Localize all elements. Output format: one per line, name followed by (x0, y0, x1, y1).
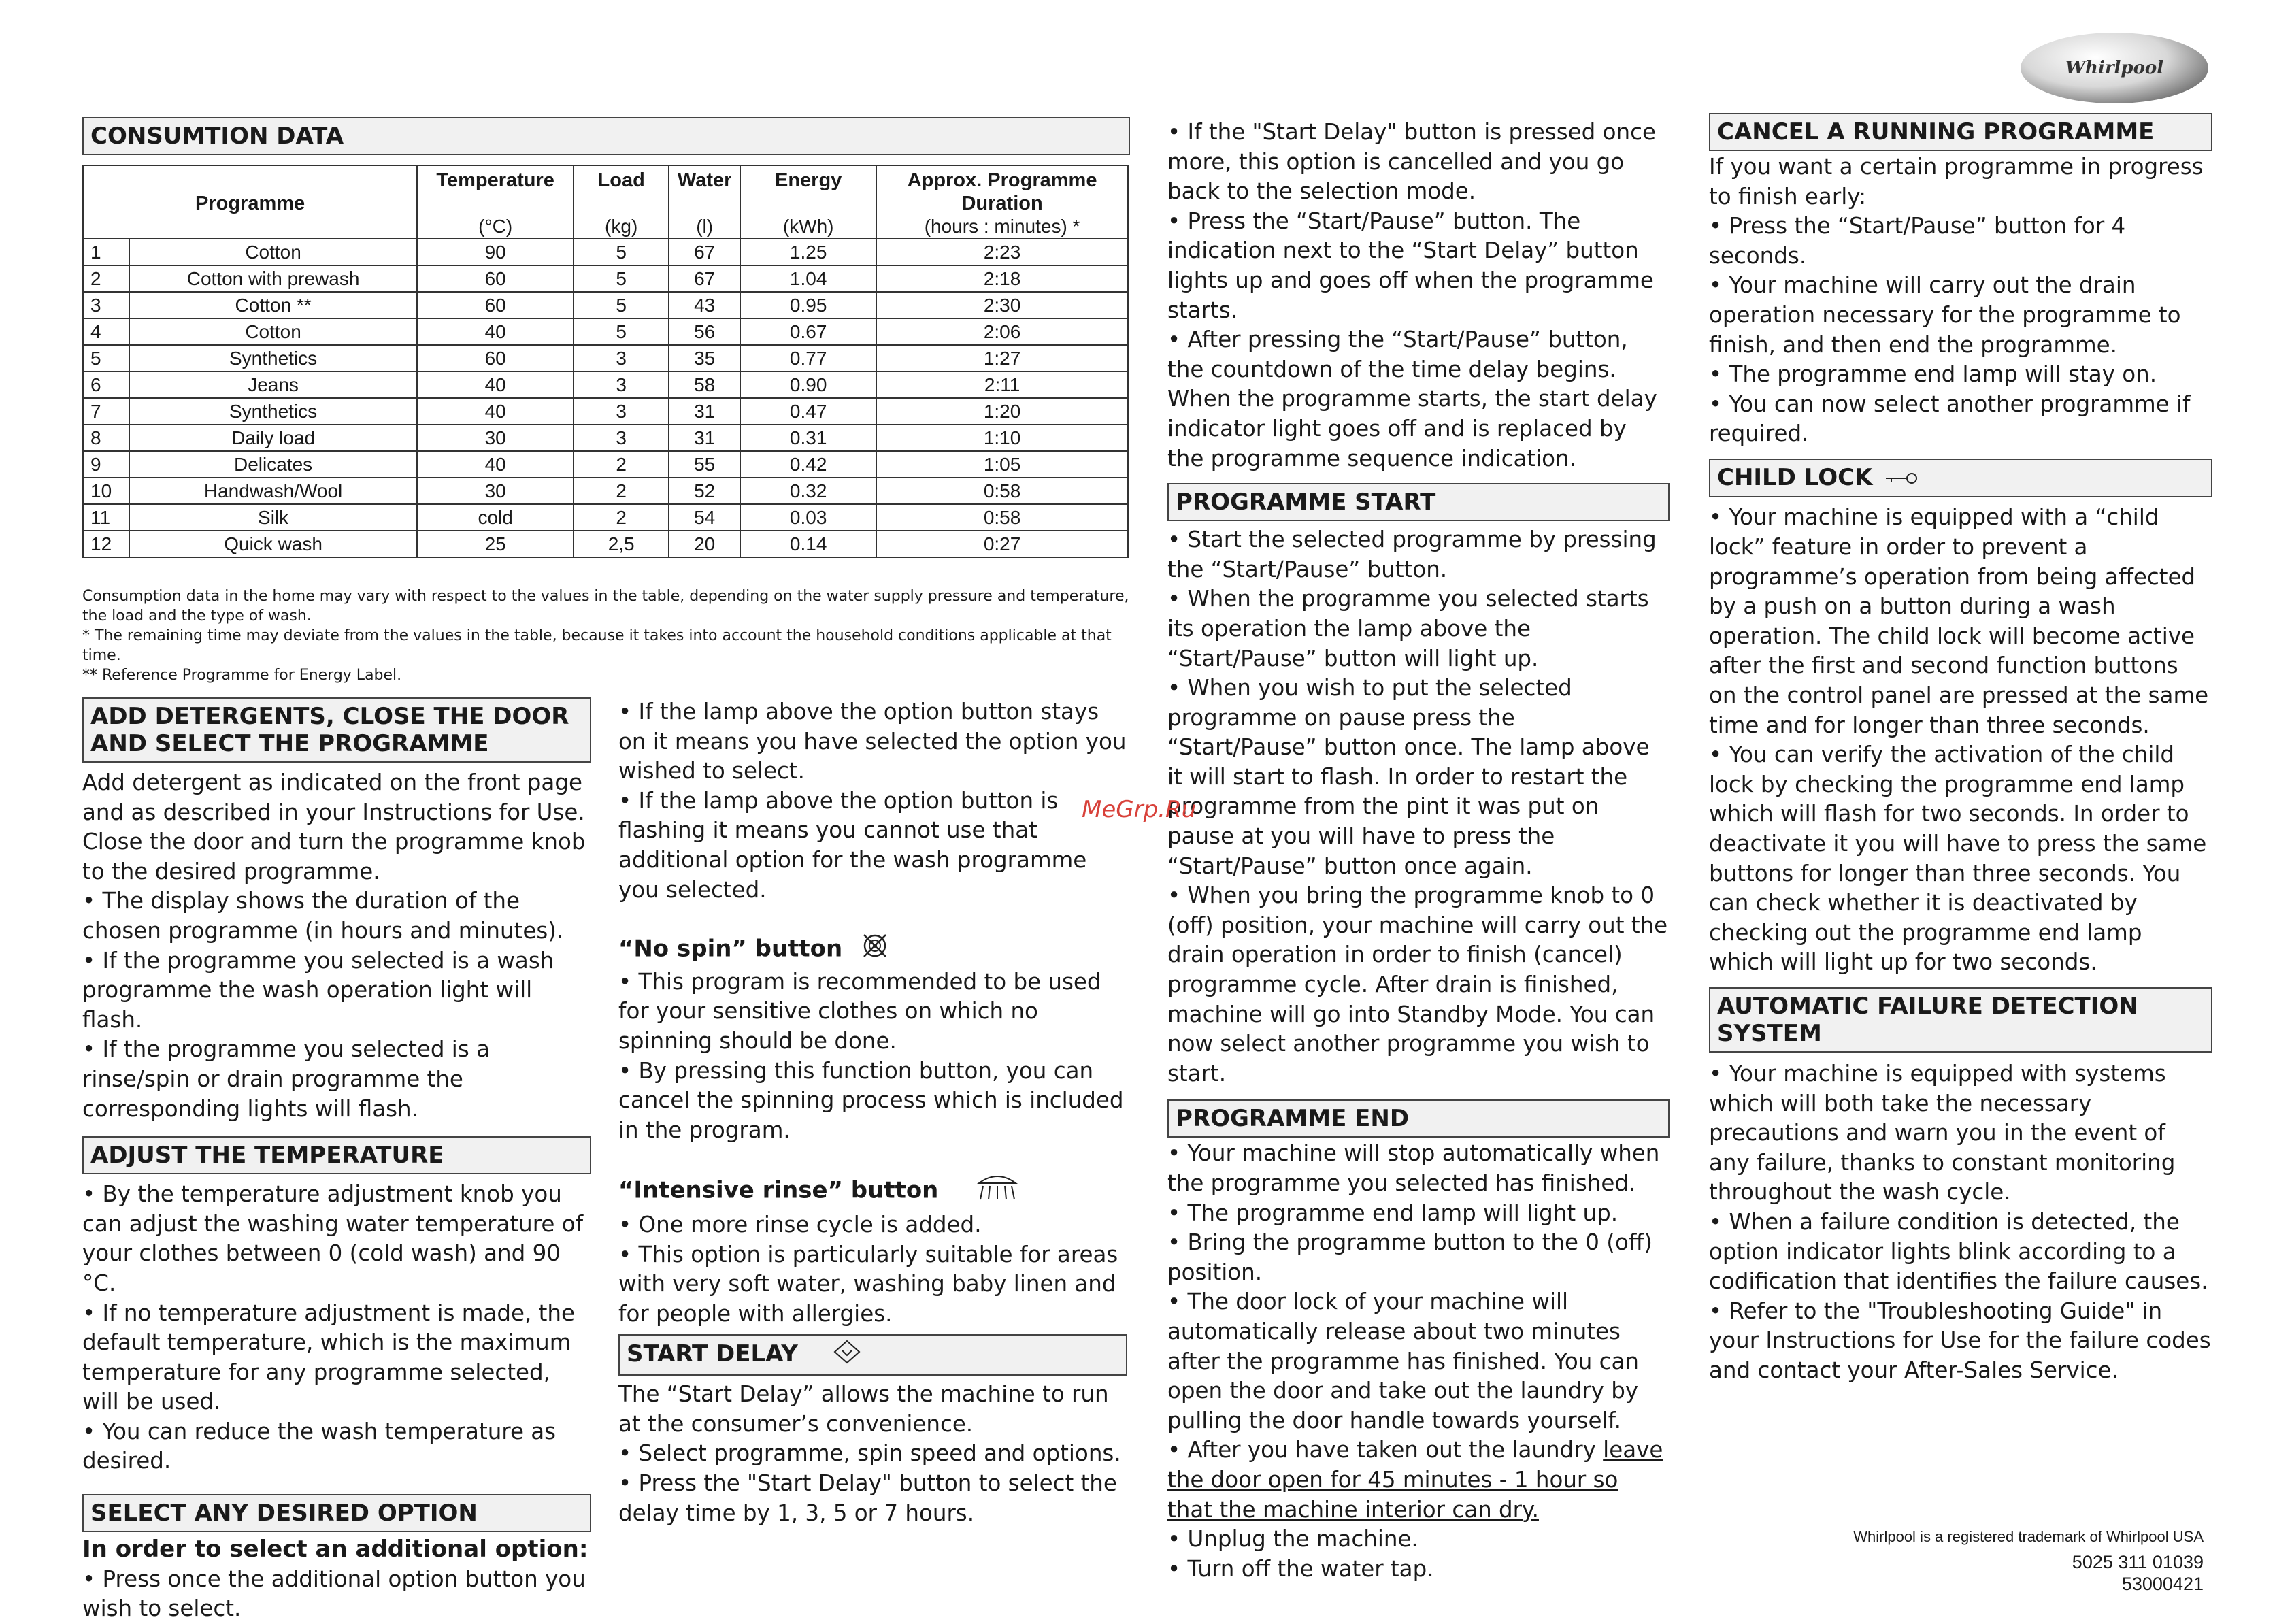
add-detergents-header: ADD DETERGENTS, CLOSE THE DOOR AND SELECT THE PROGRAMME (82, 697, 591, 763)
load-header: Load (kg) (574, 165, 669, 239)
programme-number: 9 (83, 451, 129, 478)
duration-cell: 0:58 (876, 478, 1128, 504)
start-delay-header: START DELAY (618, 1334, 1127, 1376)
programme-start-header: PROGRAMME START (1167, 483, 1670, 521)
programme-end-header: PROGRAMME END (1167, 1099, 1670, 1138)
end-bullet-6: • Unplug the machine. (1167, 1526, 1418, 1553)
child-lock-header: CHILD LOCK (1709, 459, 2212, 498)
programme-number: 12 (83, 531, 129, 557)
key-icon (1884, 465, 1919, 492)
column-4 (1709, 113, 2212, 1385)
no-spin-icon (860, 932, 890, 967)
no-spin-bullet-1: • This program is recommended to be used for your sensitive clothes on which no spinning should be done. (618, 968, 1101, 1054)
column-2 (618, 697, 1127, 1528)
water-header: Water (l) (669, 165, 740, 239)
load-cell: 5 (574, 292, 669, 318)
duration-cell: 2:06 (876, 318, 1128, 345)
duration-cell: 0:58 (876, 504, 1128, 531)
load-cell: 2,5 (574, 531, 669, 557)
failure-bullet-1: • Your machine is equipped with systems which will both take the necessary precautions and warn you in the event of any failure, thanks to constant monitoring throughout the wash cycle. (1709, 1060, 2176, 1206)
temperature-cell: 30 (417, 425, 574, 451)
start-pause-bullet: • Press the “Start/Pause” button. The indication next to the “Start Delay” button lights up and goes off when the programme starts. (1167, 208, 1654, 323)
duration-cell: 2:11 (876, 371, 1128, 398)
programme-number: 10 (83, 478, 129, 504)
rinse-bullet-1: • One more rinse cycle is added. (618, 1211, 982, 1238)
duration-cell: 0:27 (876, 531, 1128, 557)
duration-header: Approx. Programme Duration (hours : minutes) * (876, 165, 1128, 239)
temperature-cell: 40 (417, 398, 574, 425)
temp-bullet-3: • You can reduce the wash temperature as desired. (82, 1418, 557, 1474)
no-spin-heading: “No spin” button (618, 932, 1127, 967)
water-cell: 56 (669, 318, 740, 345)
programme-name: Cotton (129, 318, 417, 345)
delay-intro: The “Start Delay” allows the machine to run at the consumer’s convenience. (618, 1381, 1109, 1437)
load-cell: 5 (574, 239, 669, 265)
energy-cell: 0.90 (740, 371, 876, 398)
load-cell: 2 (574, 504, 669, 531)
temp-bullet-2: • If no temperature adjustment is made, the default temperature, which is the maximum temperature for any programme selected, will be used. (82, 1299, 575, 1415)
duration-cell: 1:27 (876, 345, 1128, 371)
duration-cell: 1:20 (876, 398, 1128, 425)
delay-cancel-bullet: • If the "Start Delay" button is pressed once more, this option is cancelled and you go back to the selection mode. (1167, 119, 1656, 205)
energy-cell: 0.31 (740, 425, 876, 451)
duration-cell: 1:05 (876, 451, 1128, 478)
table-row (83, 345, 1128, 371)
logo-text: Whirlpool (2065, 58, 2164, 78)
load-cell: 5 (574, 265, 669, 292)
note-reference: ** Reference Programme for Energy Label. (82, 667, 402, 684)
energy-cell: 1.25 (740, 239, 876, 265)
duration-cell: 2:18 (876, 265, 1128, 292)
cancel-bullet-4: • You can now select another programme if required. (1709, 391, 2191, 447)
programme-name: Synthetics (129, 345, 417, 371)
temperature-cell: 40 (417, 451, 574, 478)
energy-cell: 0.32 (740, 478, 876, 504)
add-intro: Add detergent as indicated on the front page and as described in your Instructions for Use. Close the door and turn the programme knob to the desired programme. (82, 769, 586, 884)
duration-cell: 1:10 (876, 425, 1128, 451)
load-cell: 2 (574, 478, 669, 504)
table-header-row (83, 165, 1128, 239)
load-cell: 3 (574, 371, 669, 398)
programme-header: Programme (83, 165, 417, 239)
rinse-bullet-2: • This option is particularly suitable for areas with very soft water, washing baby linen and for people with allergies. (618, 1241, 1118, 1327)
load-cell: 3 (574, 425, 669, 451)
select-option-subheading: In order to select an additional option: (82, 1536, 588, 1563)
end-bullet-5: • After you have taken out the laundry leave the door open for 45 minutes - 1 hour so that the machine interior can dry. (1167, 1437, 1663, 1523)
delay-bullet-2: • Press the "Start Delay" button to select the delay time by 1, 3, 5 or 7 hours. (618, 1470, 1117, 1526)
table-row (83, 425, 1128, 451)
water-cell: 31 (669, 398, 740, 425)
energy-cell: 1.04 (740, 265, 876, 292)
temperature-cell: 25 (417, 531, 574, 557)
table-row (83, 398, 1128, 425)
countdown-bullet: • After pressing the “Start/Pause” button, the countdown of the time delay begins. When the programme starts, the start delay indicator light goes off and is replaced by the programme sequence indication. (1167, 327, 1657, 471)
add-bullet-2: • If the programme you selected is a wash programme the wash operation light will flash. (82, 947, 554, 1033)
water-cell: 67 (669, 239, 740, 265)
add-bullet-1: • The display shows the duration of the chosen programme (in hours and minutes). (82, 888, 564, 944)
table-row (83, 265, 1128, 292)
water-cell: 55 (669, 451, 740, 478)
duration-cell: 2:30 (876, 292, 1128, 318)
start-bullet-2: • When the programme you selected starts its operation the lamp above the “Start/Pause” button will light up. (1167, 586, 1649, 672)
cancel-programme-header: CANCEL A RUNNING PROGRAMME (1709, 113, 2212, 151)
programme-number: 8 (83, 425, 129, 451)
failure-bullet-2: • When a failure condition is detected, the option indicator lights blink according to a codification that identifies the failure causes. (1709, 1208, 2208, 1295)
energy-cell: 0.42 (740, 451, 876, 478)
table-row (83, 451, 1128, 478)
failure-bullet-3: • Refer to the "Troubleshooting Guide" in your Instructions for Use for the failure codes and contact your After-Sales Service. (1709, 1297, 2211, 1383)
programme-name: Synthetics (129, 398, 417, 425)
column-3 (1167, 118, 1670, 1584)
temperature-cell: 60 (417, 345, 574, 371)
table-row (83, 531, 1128, 557)
lamp-bullet-1: • If the lamp above the option button stays on it means you have selected the option you wished to select. (618, 699, 1127, 784)
failure-detection-header: AUTOMATIC FAILURE DETECTION SYSTEM (1709, 987, 2212, 1053)
adjust-temperature-header: ADJUST THE TEMPERATURE (82, 1136, 591, 1174)
end-bullet-1: • Your machine will stop automatically when the programme you selected has finished. (1167, 1140, 1660, 1196)
programme-number: 5 (83, 345, 129, 371)
intensive-rinse-heading: “Intensive rinse” button (618, 1172, 1127, 1210)
delay-bullet-1: • Select programme, spin speed and options. (618, 1440, 1121, 1467)
water-cell: 67 (669, 265, 740, 292)
energy-cell: 0.03 (740, 504, 876, 531)
table-row (83, 239, 1128, 265)
child-lock-bullet-1: • Your machine is equipped with a “child lock” feature in order to prevent a programme’s operation from being affected by a push on a button during a wash operation. The child lock will become active after the first and second function buttons on the control panel are pressed at the same time and for longer than three seconds. (1709, 504, 2209, 738)
consumption-header: CONSUMTION DATA (82, 117, 1130, 155)
product-code: 5025 311 01039 (2072, 1552, 2204, 1572)
end-bullet-4: • The door lock of your machine will automatically release about two minutes after the programme has finished. You can open the door and take out the laundry by pulling the door handle towards yourself. (1167, 1289, 1640, 1434)
water-cell: 35 (669, 345, 740, 371)
temperature-cell: 60 (417, 292, 574, 318)
temperature-cell: 40 (417, 318, 574, 345)
load-cell: 2 (574, 451, 669, 478)
no-spin-bullet-2: • By pressing this function button, you can cancel the spinning process which is included in the program. (618, 1057, 1124, 1143)
cancel-bullet-2: • Your machine will carry out the drain operation necessary for the programme to finish, and then end the programme. (1709, 272, 2181, 358)
water-cell: 54 (669, 504, 740, 531)
table-row (83, 478, 1128, 504)
energy-header: Energy (kWh) (740, 165, 876, 239)
temperature-header: Temperature (°C) (417, 165, 574, 239)
shower-icon (974, 1172, 1021, 1210)
water-cell: 43 (669, 292, 740, 318)
water-cell: 52 (669, 478, 740, 504)
table-row (83, 318, 1128, 345)
select-option-header: SELECT ANY DESIRED OPTION (82, 1494, 591, 1532)
energy-cell: 0.95 (740, 292, 876, 318)
start-bullet-3: • When you wish to put the selected programme on pause press the “Start/Pause” button once. The lamp above it will start to flash. In order to restart the programme from the pint it was put on pause at you will have to press the “Start/Pause” button once again. (1167, 675, 1650, 879)
load-cell: 3 (574, 398, 669, 425)
column-1 (82, 697, 591, 1624)
whirlpool-logo (2021, 33, 2208, 103)
option-bullet-1: • Press once the additional option button you wish to select. (82, 1565, 586, 1622)
temp-bullet-1: • By the temperature adjustment knob you can adjust the washing water temperature of your clothes between 0 (cold wash) and 90 °C. (82, 1181, 584, 1296)
energy-cell: 0.67 (740, 318, 876, 345)
programme-number: 6 (83, 371, 129, 398)
table-row (83, 504, 1128, 531)
programme-number: 2 (83, 265, 129, 292)
load-cell: 5 (574, 318, 669, 345)
lamp-bullet-2: • If the lamp above the option button is flashing it means you cannot use that additional option for the wash programme you selected. (618, 787, 1087, 903)
cancel-intro: If you want a certain programme in progress to finish early: (1709, 154, 2204, 210)
cancel-bullet-1: • Press the “Start/Pause” button for 4 seconds. (1709, 213, 2126, 269)
cancel-bullet-3: • The programme end lamp will stay on. (1709, 361, 2157, 388)
temperature-cell: cold (417, 504, 574, 531)
duration-cell: 2:23 (876, 239, 1128, 265)
programme-number: 11 (83, 504, 129, 531)
note-general: Consumption data in the home may vary with respect to the values in the table, depending on the water supply pressure and temperature, the load and the type of wash. (82, 588, 1129, 625)
temperature-cell: 90 (417, 239, 574, 265)
energy-cell: 0.77 (740, 345, 876, 371)
end-bullet-7: • Turn off the water tap. (1167, 1555, 1434, 1582)
programme-number: 7 (83, 398, 129, 425)
start-bullet-1: • Start the selected programme by pressing the “Start/Pause” button. (1167, 527, 1657, 582)
temperature-cell: 30 (417, 478, 574, 504)
temperature-cell: 60 (417, 265, 574, 292)
water-cell: 31 (669, 425, 740, 451)
energy-cell: 0.14 (740, 531, 876, 557)
table-row (83, 292, 1128, 318)
door-open-advice: leave the door open for 45 minutes - 1 hour so that the machine interior can dry. (1167, 1437, 1663, 1523)
programme-name: Jeans (129, 371, 417, 398)
temperature-cell: 40 (417, 371, 574, 398)
watermark: MeGrp.Ru (1082, 796, 1197, 823)
programme-number: 4 (83, 318, 129, 345)
child-lock-bullet-2: • You can verify the activation of the child lock by checking the programme end lamp which will flash for two seconds. In order to deactivate it you will have to press the same buttons for longer than three seconds. You can check whether it is deactivated by checking out the programme end lamp which will light up for two seconds. (1709, 742, 2207, 976)
programme-name: Delicates (129, 451, 417, 478)
programme-name: Cotton with prewash (129, 265, 417, 292)
add-bullet-3: • If the programme you selected is a rinse/spin or drain programme the corresponding lights will flash. (82, 1036, 491, 1122)
document-code: 53000421 (2121, 1574, 2204, 1594)
note-time: * The remaining time may deviate from the values in the table, because it takes into account the household conditions applicable at that time. (82, 627, 1112, 664)
end-bullet-3: • Bring the programme button to the 0 (off) position. (1167, 1229, 1652, 1285)
programme-name: Cotton ** (129, 292, 417, 318)
table-row (83, 371, 1128, 398)
load-cell: 3 (574, 345, 669, 371)
start-bullet-4: • When you bring the programme knob to 0 (off) position, your machine will carry out the drain operation in order to finish (cancel) programme cycle. After drain is finished, machine will go into Standby Mode. You can now select another programme you wish to start. (1167, 882, 1668, 1087)
water-cell: 20 (669, 531, 740, 557)
energy-cell: 0.47 (740, 398, 876, 425)
programme-name: Daily load (129, 425, 417, 451)
start-delay-icon (833, 1340, 861, 1370)
programme-number: 3 (83, 292, 129, 318)
programme-name: Silk (129, 504, 417, 531)
consumption-table (82, 165, 1129, 558)
programme-name: Quick wash (129, 531, 417, 557)
water-cell: 58 (669, 371, 740, 398)
programme-name: Cotton (129, 239, 417, 265)
programme-number: 1 (83, 239, 129, 265)
consumption-notes (82, 586, 1130, 685)
end-bullet-2: • The programme end lamp will light up. (1167, 1199, 1618, 1226)
trademark-note: Whirlpool is a registered trademark of Whirlpool USA (1853, 1528, 2204, 1545)
programme-name: Handwash/Wool (129, 478, 417, 504)
